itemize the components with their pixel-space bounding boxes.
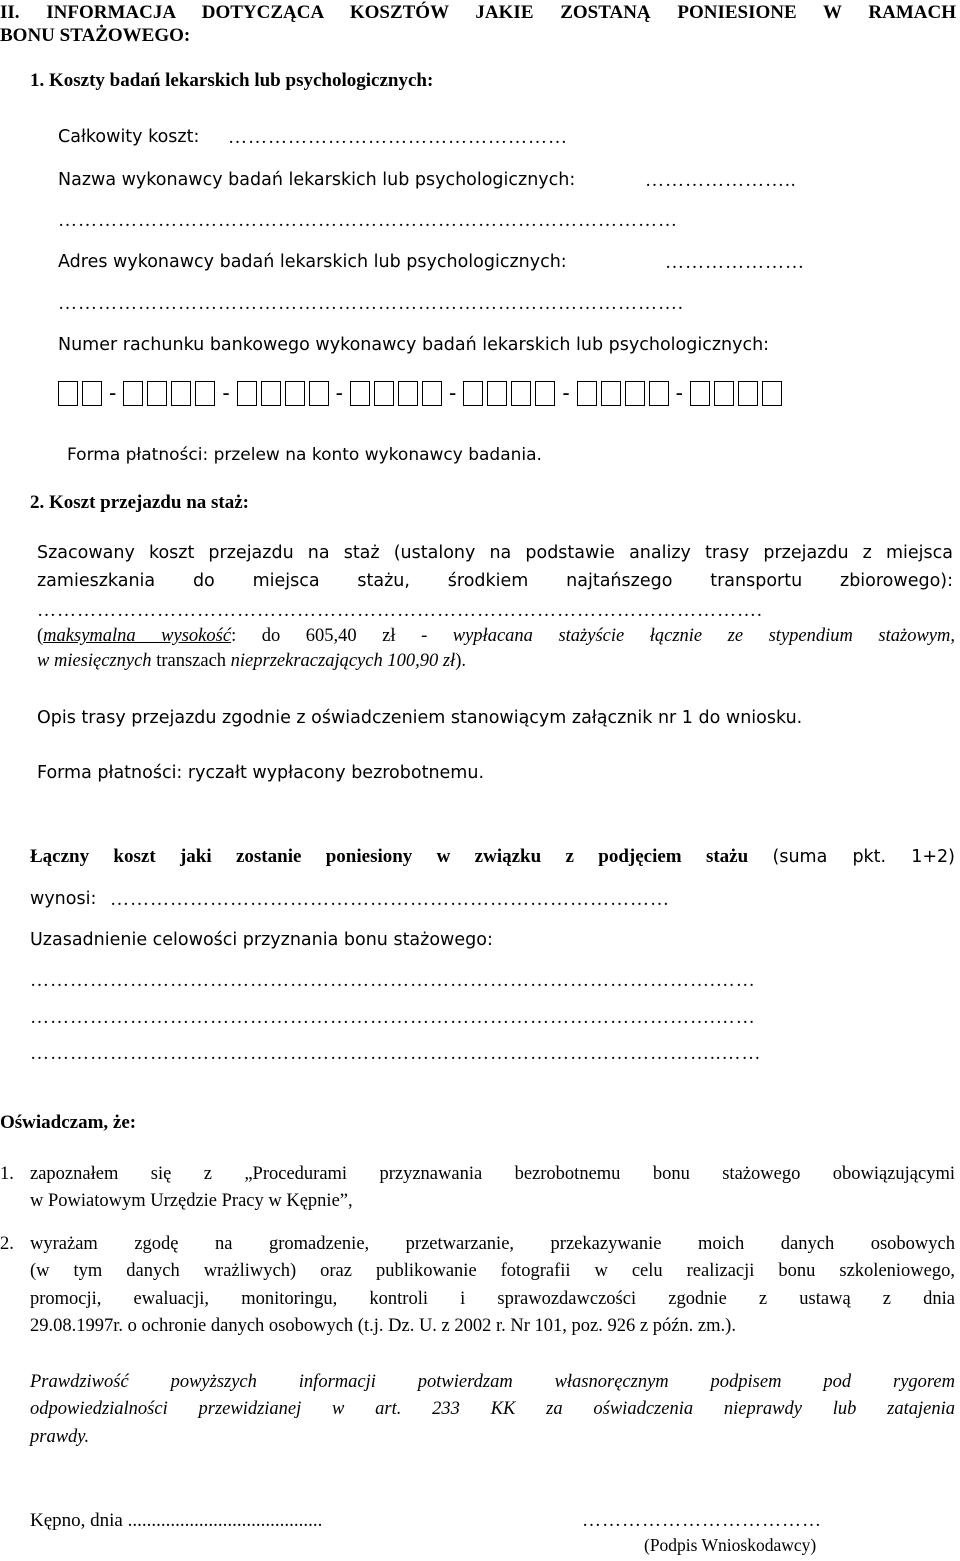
section-title-line1: II. INFORMACJA DOTYCZĄCA KOSZTÓW JAKIE ZOSTANĄ PONIESIONE W RAMACH <box>0 2 956 23</box>
max-line2c: nieprzekraczających 100,90 zł <box>230 651 456 672</box>
travel-estimate <box>37 543 953 591</box>
declaration-item1-line2: w Powiatowym Urzędzie Pracy w Kępnie”, <box>30 1191 353 1212</box>
max-amount: do 605,40 zł <box>236 626 422 646</box>
total-cost-field[interactable]: …………………………………………… <box>228 127 568 148</box>
bank-account-digit-box[interactable] <box>487 381 507 406</box>
bank-account-digit-box[interactable] <box>195 381 215 406</box>
bank-account-digit-box[interactable] <box>147 381 167 406</box>
bank-account-boxes[interactable] <box>58 380 786 406</box>
bank-account-digit-box[interactable] <box>535 381 555 406</box>
bank-account-separator: - <box>222 380 230 405</box>
total-label-bold: Łączny koszt jaki zostanie poniesiony w związku z podjęciem stażu <box>30 846 749 867</box>
total-cost-label: Całkowity koszt: <box>58 127 200 147</box>
truth-line3: prawdy. <box>30 1426 90 1447</box>
bank-account-digit-box[interactable] <box>577 381 597 406</box>
declaration-item <box>30 1164 955 1213</box>
total-label-rest: (suma pkt. 1+2) <box>772 847 956 867</box>
bank-account-digit-box[interactable] <box>398 381 418 406</box>
section-title-line2: BONU STAŻOWEGO: <box>0 24 191 46</box>
declaration-item1-line1: zapoznałem się z „Procedurami przyznawania bezrobotnemu bonu stażowego obowiązującymi <box>30 1164 955 1184</box>
section-title <box>0 2 956 47</box>
bank-account-digit-box[interactable] <box>601 381 621 406</box>
travel-estimate-field[interactable]: ………………………………………………………………………………………………. <box>37 600 763 621</box>
total-amount-field[interactable]: ………………………………………………………………………… <box>110 889 670 910</box>
bank-account-digit-box[interactable] <box>58 381 78 406</box>
max-line2a: w miesięcznych <box>37 651 152 672</box>
truth-line1: Prawdziwość powyższych informacji potwierdzam własnoręcznym podpisem pod rygorem <box>30 1372 955 1392</box>
max-line2d: ). <box>455 651 466 672</box>
declaration-item-num: 2. <box>0 1234 14 1254</box>
max-colon: : <box>231 626 237 646</box>
declaration-item2-line1: wyrażam zgodę na gromadzenie, przetwarzanie, przekazywanie moich danych osobowych <box>30 1234 955 1254</box>
route-description: Opis trasy przejazdu zgodnie z oświadczeniem stanowiącym załącznik nr 1 do wniosku. <box>37 708 803 728</box>
bank-account-digit-box[interactable] <box>123 381 143 406</box>
bank-account-digit-box[interactable] <box>422 381 442 406</box>
provider-address-field[interactable]: ………………… <box>665 252 805 273</box>
bank-account-digit-box[interactable] <box>511 381 531 406</box>
signature-line[interactable]: ……………………………… <box>582 1510 822 1531</box>
bank-account-digit-box[interactable] <box>237 381 257 406</box>
item2-payment-form: Forma płatności: ryczałt wypłacony bezrobotnemu. <box>37 763 485 783</box>
bank-account-separator: - <box>448 380 457 405</box>
bank-account-digit-box[interactable] <box>285 381 305 406</box>
justification-line[interactable]: …………………………………………………………………………………………..…… <box>30 1043 762 1064</box>
declaration-heading: Oświadczam, że: <box>0 1112 137 1133</box>
item1-heading: 1. Koszty badań lekarskich lub psychologicznych: <box>30 70 434 91</box>
max-italic1: - wypłacana stażyście łącznie ze stypendium stażowym, <box>421 626 955 646</box>
bank-account-separator: - <box>335 380 343 405</box>
max-open: ( <box>37 626 44 646</box>
item2-heading: 2. Koszt przejazdu na staż: <box>30 492 249 513</box>
bank-account-digit-box[interactable] <box>738 381 758 406</box>
declaration-item <box>30 1234 955 1337</box>
provider-name-label: Nazwa wykonawcy badań lekarskich lub psychologicznych: <box>58 170 576 190</box>
bank-account-digit-box[interactable] <box>82 381 102 406</box>
bank-account-separator: - <box>675 380 683 405</box>
item1-payment-form: Forma płatności: przelew na konto wykonawcy badania. <box>67 445 542 465</box>
declaration-item2-line4: 29.08.1997r. o ochronie danych osobowych (t.j. Dz. U. z 2002 r. Nr 101, poz. 926 z późn. zm.). <box>30 1315 736 1336</box>
bank-account-digit-box[interactable] <box>762 381 782 406</box>
bank-account-separator: - <box>109 380 117 405</box>
signature-caption: (Podpis Wnioskodawcy) <box>644 1535 817 1555</box>
bank-account-digit-box[interactable] <box>350 381 370 406</box>
max-amount-note <box>37 626 955 673</box>
bank-account-digit-box[interactable] <box>309 381 329 406</box>
bank-account-label: Numer rachunku bankowego wykonawcy badań lekarskich lub psychologicznych: <box>58 335 770 355</box>
bank-account-digit-box[interactable] <box>374 381 394 406</box>
declaration-item-num: 1. <box>0 1164 14 1184</box>
justification-label: Uzasadnienie celowości przyznania bonu stażowego: <box>30 930 493 950</box>
place-date[interactable]: Kępno, dnia ......................................... <box>30 1510 323 1531</box>
bank-account-digit-box[interactable] <box>714 381 734 406</box>
total-amount-label: wynosi: <box>30 889 97 909</box>
justification-line[interactable]: ………………………………………………………………………………………….…… <box>30 970 756 991</box>
justification-line[interactable]: ………………………………………………………………………………………….…… <box>30 1007 756 1028</box>
provider-address-label: Adres wykonawcy badań lekarskich lub psychologicznych: <box>58 252 567 272</box>
travel-estimate-line2: zamieszkania do miejsca stażu, środkiem najtańszego transportu zbiorowego): <box>37 571 953 592</box>
bank-account-digit-box[interactable] <box>261 381 281 406</box>
bank-account-digit-box[interactable] <box>690 381 710 406</box>
bank-account-digit-box[interactable] <box>649 381 669 406</box>
provider-name-field[interactable]: ………………….. <box>645 170 797 191</box>
declaration-item2-line2: (w tym danych wrażliwych) oraz publikowanie fotografii w celu realizacji bonu szkoleniowego, <box>30 1261 955 1282</box>
truth-line2: odpowiedzialności przewidzianej w art. 233 KK za oświadczenia nieprawdy lub zatajenia <box>30 1399 955 1420</box>
provider-address-field-cont[interactable]: …………………………………………………………………………………. <box>58 293 684 314</box>
provider-name-field-cont[interactable]: ………………………………………………………………………………… <box>58 210 678 231</box>
declaration-item2-line3: promocji, ewaluacji, monitoringu, kontroli i sprawozdawczości zgodnie z ustawą z dnia <box>30 1288 955 1309</box>
bank-account-digit-box[interactable] <box>171 381 191 406</box>
travel-estimate-line1: Szacowany koszt przejazdu na staż (ustalony na podstawie analizy trasy przejazdu z miejsca <box>37 543 953 563</box>
bank-account-digit-box[interactable] <box>625 381 645 406</box>
max-line2b: transzach <box>151 651 231 672</box>
max-label: maksymalna wysokość <box>43 626 232 646</box>
bank-account-digit-box[interactable] <box>463 381 483 406</box>
total-cost-line <box>30 846 955 868</box>
bank-account-separator: - <box>562 380 570 405</box>
truth-statement <box>30 1372 955 1448</box>
